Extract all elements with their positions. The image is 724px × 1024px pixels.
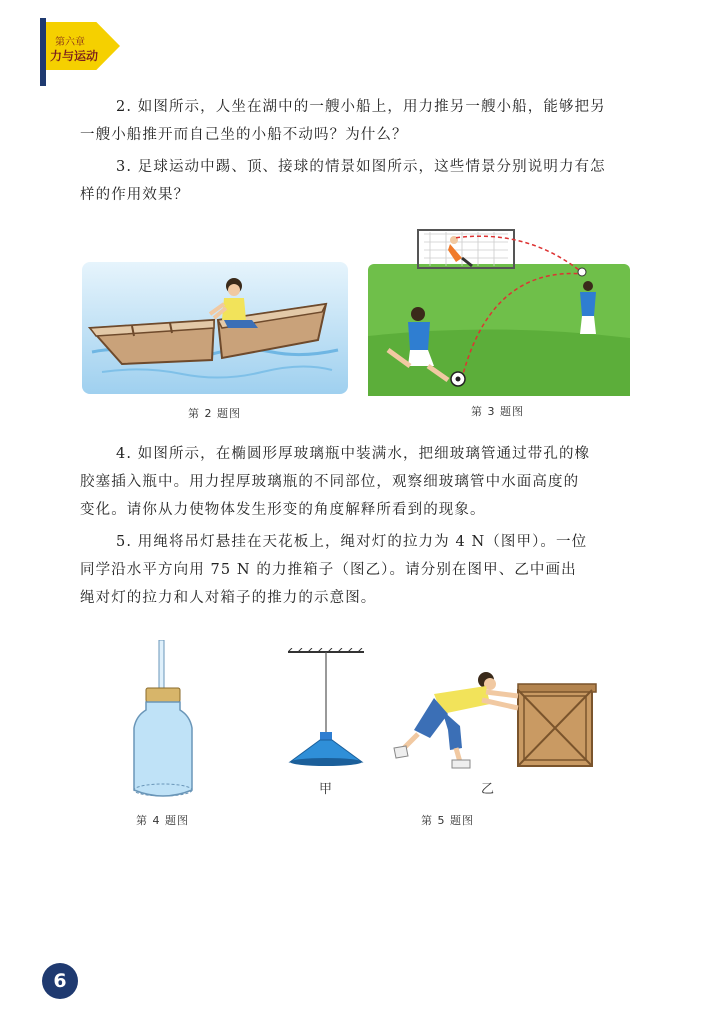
figure-2-caption: 第 2 题图 [188, 407, 241, 420]
question-2: 2. 如图所示，人坐在湖中的一艘小船上，用力推另一艘小船，能够把另 一艘小船推开而自己坐的小船不动吗？为什么？ [80, 99, 606, 143]
figure-4-caption: 第 4 题图 [136, 814, 189, 827]
figure-3-caption: 第 3 题图 [471, 405, 524, 418]
chapter-title: 力与运动 [50, 49, 99, 63]
question-5: 5. 用绳将吊灯悬挂在天花板上，绳对灯的拉力为 4 N（图甲）。一位 同学沿水平方向用 75 N 的力推箱子（图乙）。请分别在图甲、乙中画出 绳对灯的拉力和人对箱子的推力的示意图。 [80, 534, 588, 606]
chapter-number: 第六章 [55, 37, 85, 48]
figure-hanging-lamp [288, 648, 364, 768]
question-3: 3. 足球运动中踢、顶、接球的情景如图所示，这些情景分别说明力有怎 样的作用效果？ [80, 159, 606, 203]
figure-pushing-box [390, 664, 600, 772]
chapter-tab-bar [40, 18, 46, 86]
figure-glass-bottle [128, 640, 198, 802]
figure-boats [82, 262, 348, 394]
label-yi: 乙 [481, 782, 495, 797]
figure-football [368, 226, 630, 396]
page-number: 6 [42, 963, 78, 999]
figure-5-caption: 第 5 题图 [421, 814, 474, 827]
question-4: 4. 如图所示，在椭圆形厚玻璃瓶中装满水，把细玻璃管通过带孔的橡 胶塞插入瓶中。用力捏厚玻璃瓶的不同部位，观察细玻璃管中水面高度的 变化。请你从力使物体发生形变的角度解释所看到的现象。 [80, 446, 591, 518]
label-jia: 甲 [319, 782, 333, 797]
